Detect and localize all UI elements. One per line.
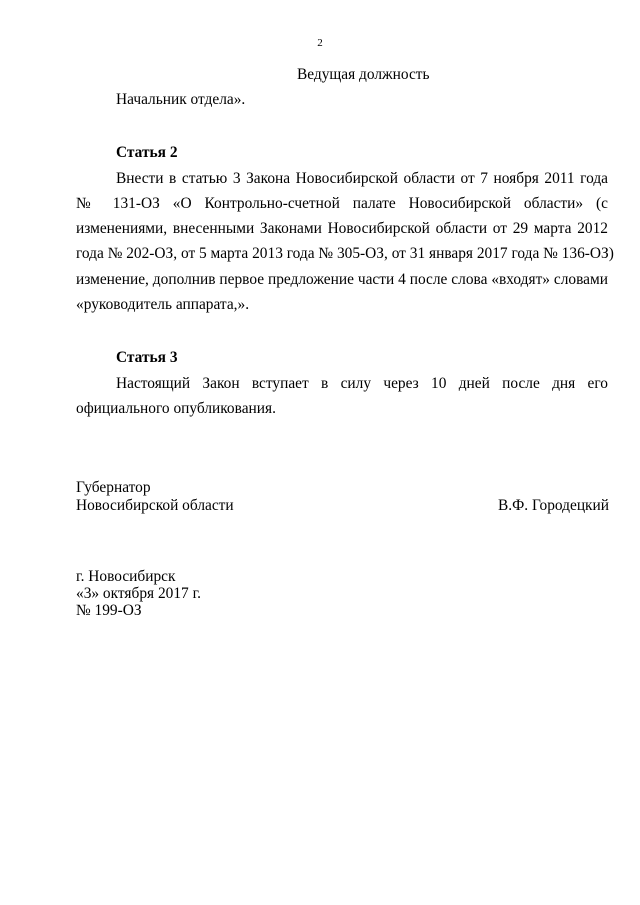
article-2-line-1: Внести в статью 3 Закона Новосибирской области от 7 ноября 2011 года — [116, 170, 608, 187]
page-number: 2 — [317, 37, 323, 49]
article-3-heading: Статья 3 — [116, 349, 178, 366]
article-2-line-2: № 131-ОЗ «О Контрольно-счетной палате Новосибирской области» (с — [76, 195, 608, 212]
article-2-line-5: изменение, дополнив первое предложение части 4 после слова «входят» словами — [76, 271, 608, 288]
article-2-line-6: «руководитель аппарата,». — [76, 296, 250, 313]
position-line: Ведущая должность — [297, 66, 430, 83]
article-2-heading: Статья 2 — [116, 144, 178, 161]
article-3-line-2: официального опубликования. — [76, 400, 276, 417]
article-2-line-4: года № 202-ОЗ, от 5 марта 2013 года № 305-ОЗ, от 31 января 2017 года № 136-ОЗ) — [76, 245, 614, 262]
article-2-line-3: изменениями, внесенными Законами Новосибирской области от 29 марта 2012 — [76, 220, 608, 237]
footer-number: № 199-ОЗ — [76, 602, 142, 619]
signature-title-line-1: Губернатор — [76, 479, 151, 496]
signature-name: В.Ф. Городецкий — [498, 497, 610, 514]
footer-date: «3» октября 2017 г. — [76, 585, 202, 602]
article-3-line-1: Настоящий Закон вступает в силу через 10 дней после дня его — [116, 375, 608, 392]
position-line-2: Начальник отдела». — [116, 91, 246, 108]
signature-title-line-2: Новосибирской области — [76, 497, 234, 514]
footer-city: г. Новосибирск — [76, 568, 176, 585]
